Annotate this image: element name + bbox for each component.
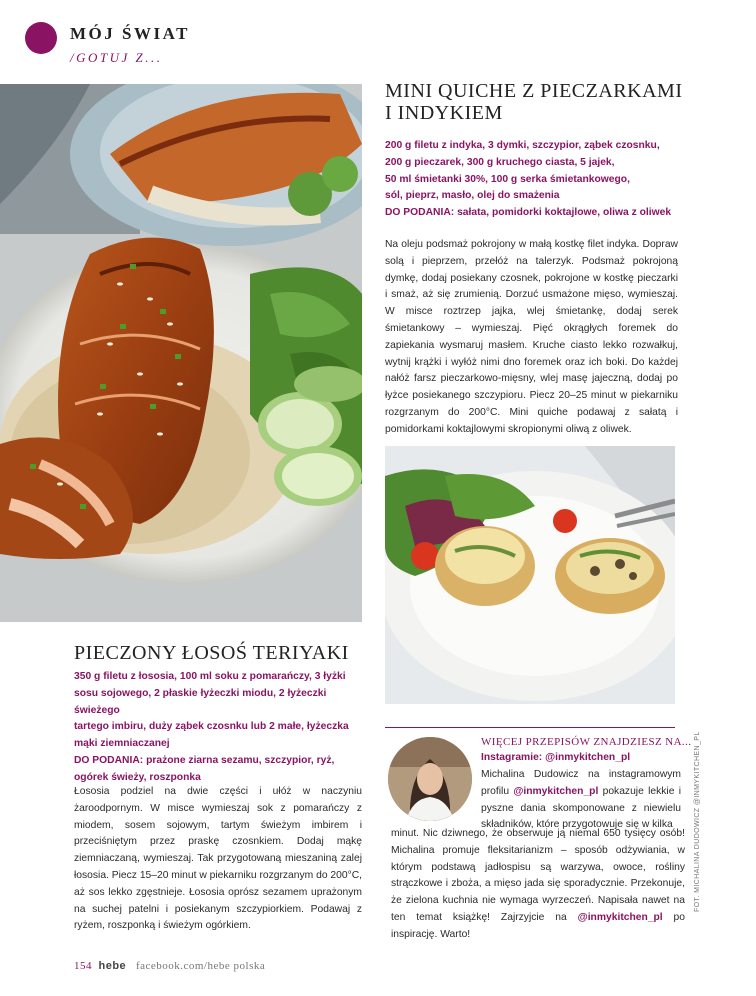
ingredient-line: sól, pieprz, masło, olej do smażenia: [385, 190, 560, 202]
quiche-dish-photo: [385, 446, 675, 704]
instagram-handle[interactable]: Instagramie: @inmykitchen_pl: [481, 752, 631, 763]
salmon-ingredients: [74, 669, 366, 787]
photo-credit: FOT. MICHALINA DUDOWICZ @INMYKITCHEN_PL: [694, 731, 701, 912]
ingredient-line: tartego imbiru, duży ząbek czosnku lub 2 małe, łyżeczka: [74, 721, 349, 733]
ingredient-line: 200 g filetu z indyka, 3 dymki, szczypior, ząbek czosnku,: [385, 140, 660, 151]
ingredient-line: ogórek świeży, roszponka: [74, 771, 201, 783]
description-text: minut. Nic dziwnego, że obserwuje ją niemal 650 tysięcy osób! Michalina promuje fleksitarianizm – sposób odżywiania, w którym podstawą jadłospisu są warzywa, owoce, rośliny strączkowe i zboża, a mięso jada się sporadycznie. Przekonuje, że zielona kuchnia nie wymaga wyrzeczeń. Napisała nawet na ten temat książkę! Zajrzyjcie na: [391, 828, 685, 923]
ingredient-line: sosu sojowego, 2 płaskie łyżeczki miodu, 2 łyżeczki świeżego: [74, 687, 327, 716]
brand-name: hebe: [98, 960, 127, 972]
instagram-handle-link[interactable]: @inmykitchen_pl: [577, 911, 663, 923]
page-footer: [74, 960, 265, 972]
ingredient-line: DO PODANIA: prażone ziarna sezamu, szczypior, ryż,: [74, 754, 335, 766]
quiche-title-line2: I INDYKIEM: [385, 102, 503, 124]
instagram-section-heading: WIĘCEJ PRZEPISÓW ZNAJDZIESZ NA...: [481, 736, 692, 748]
quiche-recipe-title: [385, 80, 685, 124]
salmon-dish-photo: [0, 84, 362, 622]
description-text-cont: po inspirację. Warto!: [391, 911, 685, 940]
quiche-instructions: Na oleju podsmaż pokrojony w małą kostkę filet indyka. Dopraw solą i pieprzem, przełóż na talerzyk. Podsmaż pokrojoną dymkę, dodaj posiekany czosnek, pokrojone w kostkę pieczarki i smaż, aż się zrumienią. Dorzuć usmażone mięso, wymieszaj. W misce roztrzep jajka, wlej śmietankę, dodaj serek śmietankowy – wymieszaj. Pięć okrągłych foremek do zapiekania wysmaruj masłem. Kruche ciasto lekko rozwałkuj, wytnij krążki i wyłóż nimi dno foremek oraz ich boki. Do każdej nałóż farsz pieczarkowo-mięsny, wlej masę jajeczną, dodaj po łyżce posiekanego szczypioru. Piecz 20–25 minut w piekarniku rozgrzanym do 200°C. Mini quiche podawaj z sałatą i pomidorkami koktajlowymi skropionymi oliwą z oliwek.: [385, 239, 678, 435]
social-link[interactable]: facebook.com/hebe polska: [135, 960, 266, 972]
quiche-title-line1: MINI QUICHE Z PIECZARKAMI: [385, 80, 683, 102]
section-divider: [385, 727, 675, 728]
ingredient-line: DO PODANIA: sałata, pomidorki koktajlowe, oliwa z oliwek: [385, 207, 672, 219]
quiche-ingredients: [385, 138, 685, 222]
author-avatar: [388, 737, 472, 821]
page-number: 154: [74, 960, 92, 972]
section-title: MÓJ ŚWIAT: [70, 24, 190, 43]
ingredient-line: mąki ziemniaczanej: [74, 738, 170, 750]
ingredient-line: 200 g pieczarek, 300 g kruchego ciasta, 5 jajek,: [385, 156, 615, 168]
ingredient-line: 50 ml śmietanki 30%, 100 g serka śmietankowego,: [385, 173, 630, 185]
instagram-description: [391, 826, 685, 944]
ingredient-line: 350 g filetu z łososia, 100 ml soku z pomarańczy, 3 łyżki: [74, 671, 346, 682]
intro-text: Michalina Dudowicz na instagramowym profilu: [481, 769, 681, 797]
instagram-intro: [481, 767, 681, 834]
subsection-title: /GOTUJ Z...: [70, 50, 163, 65]
salmon-recipe-title: PIECZONY ŁOSOŚ TERIYAKI: [74, 642, 349, 664]
salmon-instructions: Łososia podziel na dwie części i ułóż w naczyniu żaroodpornym. W misce wymieszaj sok z pomarańczy z miodem, sosem sojowym, tartym świeżym imbirem i przeciśniętym przez praskę czosnkiem. Dodaj mąkę ziemniaczaną, wymieszaj. Tak przygotowaną mieszaniną zalej łososia. Piecz 15–20 minut w piekarniku rozgrzanym do 200°C, aż sos lekko zgęstnieje. Łososia oprósz sezamem uprażonym na suchej patelni i posiekanym szczypiorkiem. Podawaj z ryżem, roszponką i świeżym ogórkiem.: [74, 786, 362, 932]
intro-text-cont: pokazuje lekkie i pyszne dania skomponowane z niewielu składników, które przygotowuje się w kilka: [481, 785, 681, 831]
instagram-handle-link[interactable]: @inmykitchen_pl: [513, 785, 599, 797]
section-marker-dot: [25, 22, 57, 54]
